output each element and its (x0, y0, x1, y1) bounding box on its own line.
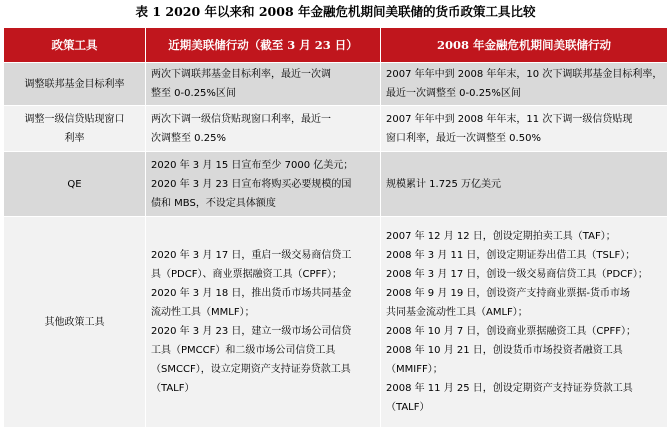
cell-line: 2020 年 3 月 18 日，推出货币市场共同基金 (151, 288, 352, 299)
header-2008-actions: 2008 年金融危机期间美联储行动 (381, 28, 668, 63)
cell-line: （TALF） (386, 402, 430, 413)
row-recent-cell (146, 217, 381, 428)
cell-line: （MMIFF）； (386, 364, 443, 375)
row-recent-cell (146, 152, 381, 217)
cell-line: 2008 年 11 月 25 日，创设定期资产支持证券贷款工具 (386, 383, 633, 394)
cell-line: 流动性工具（MMLF）； (151, 307, 255, 318)
cell-line: 调整一级信贷贴现窗口 (24, 113, 125, 125)
cell-line: 共同基金流动性工具（AMLF）； (386, 307, 528, 318)
row-tool-cell (4, 106, 146, 152)
cell-line: 债和 MBS，不设定具体额度 (151, 197, 276, 209)
cell-line: 窗口利率，最近一次调整至 0.50% (386, 132, 541, 144)
cell-line: QE (67, 178, 82, 190)
cell-line: 具（PDCF）、商业票据融资工具（CPFF）； (151, 269, 342, 280)
row-recent-cell (146, 106, 381, 152)
cell-line: 2008 年 9 月 19 日，创设资产支持商业票据-货币市场 (386, 288, 631, 299)
cell-line: 利率 (64, 132, 85, 144)
cell-line: 2020 年 3 月 23 日，建立一级市场公司信贷 (151, 326, 352, 337)
cell-line: 整至 0-0.25%区间 (151, 88, 236, 99)
cell-line: 2020 年 3 月 17 日，重启一级交易商信贷工 (151, 250, 352, 261)
cell-line: 2008 年 3 月 11 日，创设定期证券出借工具（TSLF）； (386, 250, 636, 261)
table-row (4, 63, 668, 106)
cell-line: 2008 年 10 月 21 日，创设货币市场投资者融资工具 (386, 345, 623, 356)
cell-line: 2020 年 3 月 15 日宣布至少 7000 亿美元； (151, 159, 354, 171)
table-row (4, 106, 668, 152)
table-row (4, 152, 668, 217)
cell-line: 调整联邦基金目标利率 (24, 78, 125, 90)
row-2008-cell (381, 63, 668, 106)
cell-line: 工具（PMCCF）和二级市场公司信贷工具 (151, 345, 336, 356)
row-tool-cell (4, 63, 146, 106)
cell-line: 2008 年 10 月 7 日，创设商业票据融资工具（CPFF）； (386, 326, 636, 337)
cell-line: （TALF） (151, 383, 195, 394)
cell-line: （SMCCF），设立定期资产支持证券贷款工具 (151, 364, 351, 375)
row-recent-cell (146, 63, 381, 106)
table-title: 表 1 2020 年以来和 2008 年金融危机期间美联储的货币政策工具比较 (135, 4, 536, 19)
cell-line: 2020 年 3 月 23 日宣布将购买必要规模的国 (151, 178, 352, 190)
cell-line: 规模累计 1.725 万亿美元 (386, 178, 501, 190)
row-2008-cell (381, 152, 668, 217)
cell-line: 2007 年年中到 2008 年年末，10 次下调联邦基金目标利率， (386, 69, 663, 80)
cell-line: 2008 年 3 月 17 日，创设一级交易商信贷工具（PDCF）； (386, 269, 648, 280)
table-row (4, 217, 668, 428)
cell-line: 两次下调一级信贷贴现窗口利率，最近一 (151, 113, 331, 125)
cell-line: 次调整至 0.25% (151, 132, 226, 144)
row-tool-cell (4, 217, 146, 428)
header-recent-actions: 近期美联储行动（截至 3 月 23 日） (146, 28, 381, 63)
comparison-table (3, 27, 668, 428)
cell-line: 2007 年 12 月 12 日，创设定期拍卖工具（TAF）； (386, 231, 616, 242)
cell-line: 最近一次调整至 0-0.25%区间 (386, 88, 521, 99)
header-policy-tool: 政策工具 (4, 28, 146, 63)
cell-line: 其他政策工具 (44, 316, 105, 328)
row-tool-cell (4, 152, 146, 217)
cell-line: 两次下调联邦基金目标利率，最近一次调 (151, 69, 331, 80)
row-2008-cell (381, 106, 668, 152)
row-2008-cell (381, 217, 668, 428)
table-header-row (4, 28, 668, 63)
cell-line: 2007 年年中到 2008 年年末，11 次下调一级信贷贴现 (386, 113, 633, 125)
